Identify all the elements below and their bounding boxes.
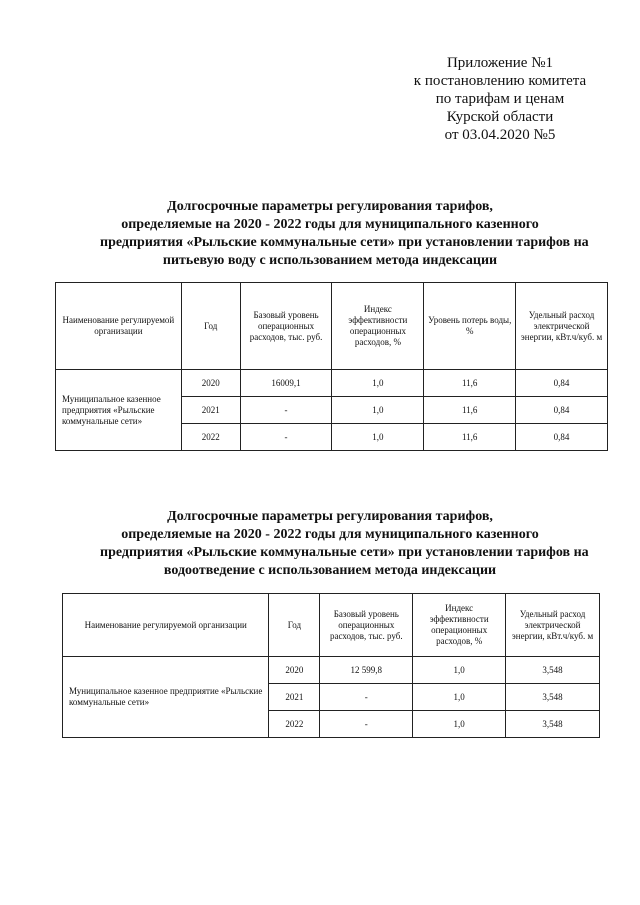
title-line: Долгосрочные параметры регулирования тарифов, <box>167 199 493 214</box>
appendix-line: к постановлению комитета <box>413 73 587 89</box>
header-org: Наименование регулируемой организации <box>56 283 182 370</box>
cell-energy: 3,548 <box>506 684 600 711</box>
cell-energy: 3,548 <box>506 657 600 684</box>
header-org: Наименование регулируемой организации <box>63 594 269 657</box>
cell-energy: 3,548 <box>506 711 600 738</box>
appendix-line: Приложение №1 <box>446 55 554 71</box>
header-loss: Уровень потерь воды, % <box>424 283 516 370</box>
title-line: питьевую воду с использованием метода индексации <box>162 253 498 268</box>
header-year: Год <box>269 594 320 657</box>
org-name: Муниципальное казенное предприятия «Рыльские коммунальные сети» <box>56 370 182 451</box>
cell-base: 16009,1 <box>240 370 332 397</box>
cell-index: 1,0 <box>332 370 424 397</box>
header-energy: Удельный расход электрической энергии, кВт.ч/куб. м <box>506 594 600 657</box>
title-line: определяемые на 2020 - 2022 годы для муниципального казенного <box>121 527 539 542</box>
cell-base: - <box>240 424 332 451</box>
cell-year: 2022 <box>181 424 240 451</box>
cell-loss: 11,6 <box>424 424 516 451</box>
title-line: определяемые на 2020 - 2022 годы для муниципального казенного <box>121 217 539 232</box>
title-line: водоотведение с использованием метода индексации <box>163 563 497 578</box>
cell-base: - <box>320 684 413 711</box>
section1-title <box>100 198 589 270</box>
section1-table <box>55 282 608 451</box>
cell-loss: 11,6 <box>424 397 516 424</box>
appendix-line: по тарифам и ценам <box>435 91 565 107</box>
cell-index: 1,0 <box>332 424 424 451</box>
cell-index: 1,0 <box>413 657 506 684</box>
cell-base: 12 599,8 <box>320 657 413 684</box>
section2-title <box>100 508 589 580</box>
title-line: предприятия «Рыльские коммунальные сети» при установлении тарифов на <box>100 545 589 560</box>
cell-energy: 0,84 <box>516 370 608 397</box>
header-base: Базовый уровень операционных расходов, тыс. руб. <box>320 594 413 657</box>
cell-index: 1,0 <box>413 711 506 738</box>
table-header-row <box>56 283 608 370</box>
cell-index: 1,0 <box>332 397 424 424</box>
table-row <box>63 657 600 684</box>
org-name: Муниципальное казенное предприятие «Рыльские коммунальные сети» <box>63 657 269 738</box>
cell-energy: 0,84 <box>516 424 608 451</box>
cell-base: - <box>240 397 332 424</box>
header-index: Индекс эффективности операционных расходов, % <box>413 594 506 657</box>
appendix-header <box>400 54 600 144</box>
header-index: Индекс эффективности операционных расходов, % <box>332 283 424 370</box>
cell-base: - <box>320 711 413 738</box>
table-header-row <box>63 594 600 657</box>
cell-energy: 0,84 <box>516 397 608 424</box>
header-year: Год <box>181 283 240 370</box>
cell-year: 2020 <box>269 657 320 684</box>
appendix-line: Курской области <box>446 109 554 125</box>
section2-table <box>62 593 600 738</box>
cell-year: 2021 <box>181 397 240 424</box>
table-row <box>56 370 608 397</box>
cell-year: 2020 <box>181 370 240 397</box>
cell-year: 2021 <box>269 684 320 711</box>
cell-year: 2022 <box>269 711 320 738</box>
title-line: предприятия «Рыльские коммунальные сети» при установлении тарифов на <box>100 235 589 250</box>
header-base: Базовый уровень операционных расходов, тыс. руб. <box>240 283 332 370</box>
title-line: Долгосрочные параметры регулирования тарифов, <box>167 509 493 524</box>
header-energy: Удельный расход электрической энергии, кВт.ч/куб. м <box>516 283 608 370</box>
appendix-line: от 03.04.2020 №5 <box>444 127 556 143</box>
cell-loss: 11,6 <box>424 370 516 397</box>
cell-index: 1,0 <box>413 684 506 711</box>
